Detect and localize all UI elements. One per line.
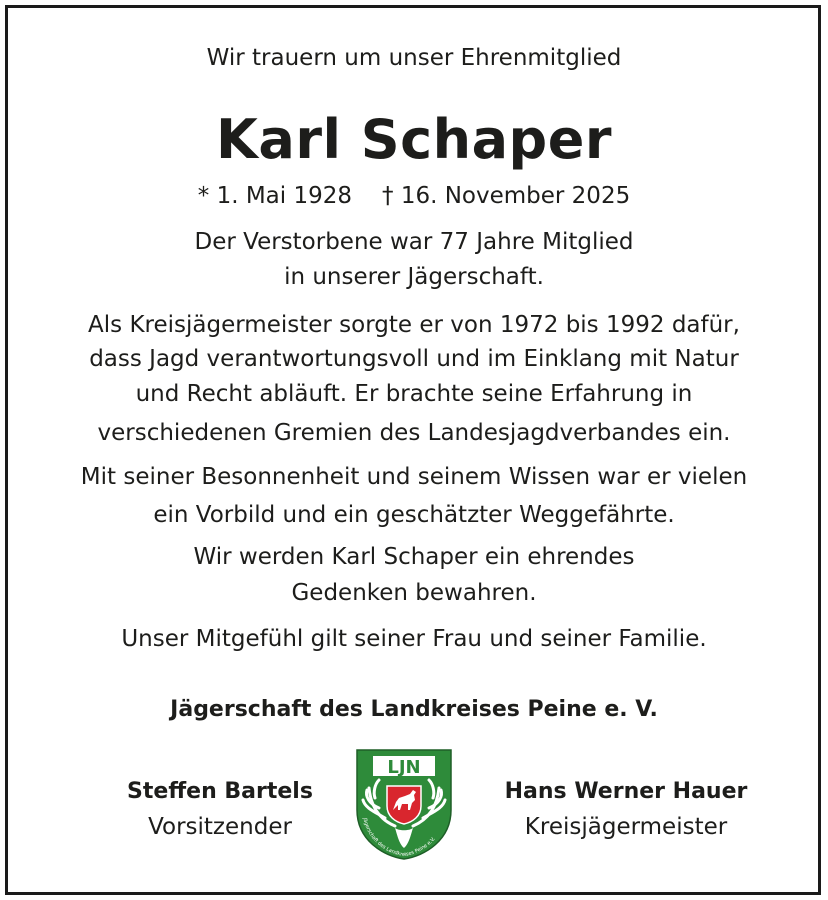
paragraph-remembrance-line: Wir werden Karl Schaper ein ehrendes <box>193 544 635 570</box>
signatory-role: Kreisjägermeister <box>524 814 728 840</box>
organization-name: Jägerschaft des Landkreises Peine e. V. <box>170 697 658 722</box>
paragraph-career-line: Als Kreisjägermeister sorgte er von 1972 bis 1992 dafür, <box>88 312 740 338</box>
death-date: † 16. November 2025 <box>382 183 631 209</box>
emblem-icon <box>387 786 421 824</box>
signatory-role: Vorsitzender <box>148 814 292 840</box>
paragraph-career-line: dass Jagd verantwortungsvoll und im Einklang mit Natur <box>89 346 739 372</box>
paragraph-character-line: ein Vorbild und ein geschätzter Weggefährte. <box>153 502 675 528</box>
birth-date: * 1. Mai 1928 <box>197 183 353 209</box>
paragraph-condolence: Unser Mitgefühl gilt seiner Frau und seiner Familie. <box>121 626 707 652</box>
deceased-name: Karl Schaper <box>216 108 612 171</box>
paragraph-career-line: verschiedenen Gremien des Landesjagdverbandes ein. <box>97 420 731 446</box>
paragraph-membership-line: in unserer Jägerschaft. <box>284 264 544 290</box>
logo-monogram: LJN <box>387 757 421 778</box>
signatory-name: Hans Werner Hauer <box>504 779 748 804</box>
intro-line: Wir trauern um unser Ehrenmitglied <box>206 45 622 71</box>
paragraph-character-line: Mit seiner Besonnenheit und seinem Wissen war er vielen <box>80 464 748 490</box>
logo-ring-text: Jägerschaft des Landkreises Peine e.V. <box>361 817 437 859</box>
paragraph-remembrance-line: Gedenken bewahren. <box>291 580 537 606</box>
paragraph-membership-line: Der Verstorbene war 77 Jahre Mitglied <box>194 229 634 255</box>
life-dates <box>0 180 828 212</box>
hunters-association-logo <box>355 748 453 860</box>
paragraph-career-line: und Recht abläuft. Er brachte seine Erfahrung in <box>135 381 693 407</box>
signatory-right <box>486 776 766 843</box>
signatory-name: Steffen Bartels <box>127 779 313 804</box>
signatory-left <box>110 776 330 843</box>
